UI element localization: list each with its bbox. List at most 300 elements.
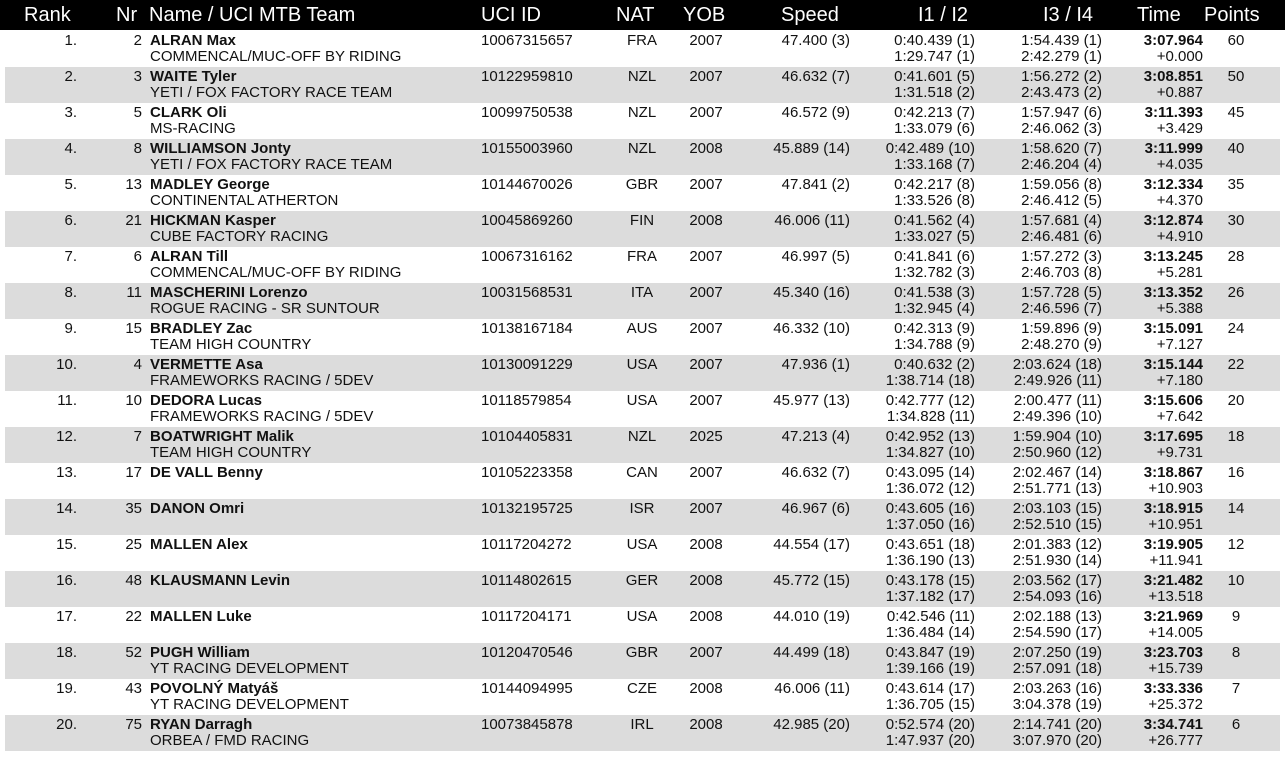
- split-i4: 2:54.093 (16): [1012, 588, 1102, 605]
- start-number: 10: [125, 392, 142, 409]
- split-i1: 0:42.952 (13): [885, 428, 975, 445]
- split-i3: 2:14.741 (20): [1012, 716, 1102, 733]
- start-number: 8: [133, 140, 142, 157]
- speed-trap: 46.997 (5): [781, 248, 850, 265]
- year-of-birth: 2008: [689, 572, 723, 589]
- split-i3: 2:01.383 (12): [1012, 536, 1102, 553]
- rider-name: POVOLNÝ Matyáš: [150, 680, 279, 697]
- table-row: [5, 607, 1280, 643]
- finish-time: 3:15.144: [1143, 356, 1203, 373]
- split-i4: 2:49.396 (10): [1012, 408, 1102, 425]
- points: 10: [1227, 572, 1245, 589]
- finish-time: 3:18.867: [1143, 464, 1203, 481]
- nationality: USA: [626, 608, 658, 625]
- start-number: 13: [125, 176, 142, 193]
- nationality: AUS: [626, 320, 658, 337]
- split-i1: 0:42.777 (12): [885, 392, 975, 409]
- nationality: ITA: [630, 284, 654, 301]
- table-row: [5, 175, 1280, 211]
- rider-rank: 20.: [56, 716, 77, 733]
- time-gap: +5.388: [1156, 300, 1203, 317]
- split-i2: 1:29.747 (1): [894, 48, 975, 65]
- team-name: ORBEA / FMD RACING: [150, 732, 310, 749]
- uci-id: 10144094995: [481, 680, 573, 697]
- nationality: GER: [625, 572, 659, 589]
- speed-trap: 46.572 (9): [781, 104, 850, 121]
- split-i2: 1:36.705 (15): [885, 696, 975, 713]
- start-number: 52: [125, 644, 142, 661]
- split-i1: 0:43.605 (16): [885, 500, 975, 517]
- split-i2: 1:34.827 (10): [885, 444, 975, 461]
- rider-name: KLAUSMANN Levin: [150, 572, 291, 589]
- uci-id: 10104405831: [481, 428, 573, 445]
- rider-rank: 12.: [56, 428, 77, 445]
- rider-name: PUGH William: [150, 644, 250, 661]
- table-row: [5, 283, 1280, 319]
- split-i3: 2:03.263 (16): [1012, 680, 1102, 697]
- split-i1: 0:42.217 (8): [894, 176, 975, 193]
- points: 24: [1227, 320, 1245, 337]
- split-i4: 2:50.960 (12): [1012, 444, 1102, 461]
- split-i2: 1:33.526 (8): [894, 192, 975, 209]
- nationality: NZL: [627, 68, 657, 85]
- uci-id: 10120470546: [481, 644, 573, 661]
- split-i4: 2:49.926 (11): [1013, 372, 1102, 389]
- finish-time: 3:08.851: [1143, 68, 1203, 85]
- speed-trap: 45.340 (16): [773, 284, 850, 301]
- team-name: CUBE FACTORY RACING: [150, 228, 329, 245]
- points: 8: [1231, 644, 1241, 661]
- table-row: [5, 31, 1280, 67]
- speed-trap: 42.985 (20): [773, 716, 850, 733]
- finish-time: 3:23.703: [1143, 644, 1203, 661]
- time-gap: +9.731: [1156, 444, 1203, 461]
- team-name: TEAM HIGH COUNTRY: [150, 444, 312, 461]
- split-i4: 2:46.481 (6): [1021, 228, 1102, 245]
- split-i3: 1:56.272 (2): [1021, 68, 1102, 85]
- header-name-team: Name / UCI MTB Team: [149, 4, 356, 26]
- uci-id: 10105223358: [481, 464, 573, 481]
- split-i4: 2:52.510 (15): [1012, 516, 1102, 533]
- uci-id: 10118579854: [481, 392, 572, 409]
- rider-rank: 5.: [64, 176, 77, 193]
- start-number: 48: [125, 572, 142, 589]
- start-number: 2: [133, 32, 142, 49]
- team-name: ROGUE RACING - SR SUNTOUR: [150, 300, 380, 317]
- finish-time: 3:17.695: [1143, 428, 1203, 445]
- speed-trap: 46.967 (6): [781, 500, 850, 517]
- header-yob: YOB: [683, 4, 726, 26]
- split-i2: 1:37.182 (17): [885, 588, 975, 605]
- table-row: [5, 355, 1280, 391]
- finish-time: 3:11.999: [1144, 140, 1203, 157]
- table-row: [5, 67, 1280, 103]
- split-i4: 3:07.970 (20): [1012, 732, 1102, 749]
- split-i3: 2:03.562 (17): [1012, 572, 1102, 589]
- points: 40: [1227, 140, 1245, 157]
- nationality: USA: [626, 392, 658, 409]
- time-gap: +4.035: [1156, 156, 1203, 173]
- start-number: 22: [125, 608, 142, 625]
- uci-id: 10045869260: [481, 212, 573, 229]
- points: 45: [1227, 104, 1245, 121]
- split-i4: 2:46.596 (7): [1021, 300, 1102, 317]
- year-of-birth: 2007: [689, 320, 723, 337]
- points: 60: [1227, 32, 1245, 49]
- team-name: CONTINENTAL ATHERTON: [150, 192, 339, 209]
- uci-id: 10073845878: [481, 716, 573, 733]
- rider-name: WILLIAMSON Jonty: [150, 140, 291, 157]
- speed-trap: 45.772 (15): [773, 572, 850, 589]
- split-i4: 2:57.091 (18): [1012, 660, 1102, 677]
- team-name: MS-RACING: [150, 120, 236, 137]
- uci-id: 10099750538: [481, 104, 573, 121]
- split-i4: 3:04.378 (19): [1012, 696, 1102, 713]
- split-i2: 1:38.714 (18): [885, 372, 975, 389]
- rider-rank: 18.: [56, 644, 77, 661]
- uci-id: 10132195725: [481, 500, 573, 517]
- header-i3-i4: I3 / I4: [1043, 4, 1094, 26]
- speed-trap: 44.499 (18): [773, 644, 850, 661]
- nationality: GBR: [625, 644, 659, 661]
- time-gap: +14.005: [1148, 624, 1203, 641]
- nationality: FRA: [627, 32, 657, 49]
- table-row: [5, 319, 1280, 355]
- finish-time: 3:12.874: [1143, 212, 1203, 229]
- split-i2: 1:34.788 (9): [894, 336, 975, 353]
- rider-rank: 6.: [64, 212, 77, 229]
- time-gap: +15.739: [1148, 660, 1203, 677]
- rider-rank: 2.: [64, 68, 77, 85]
- team-name: YETI / FOX FACTORY RACE TEAM: [150, 84, 393, 101]
- points: 30: [1227, 212, 1245, 229]
- year-of-birth: 2007: [689, 32, 723, 49]
- header-nat: NAT: [616, 4, 655, 26]
- finish-time: 3:07.964: [1143, 32, 1203, 49]
- rider-rank: 14.: [56, 500, 77, 517]
- uci-id: 10122959810: [481, 68, 573, 85]
- team-name: COMMENCAL/MUC-OFF BY RIDING: [150, 264, 402, 281]
- rider-rank: 15.: [56, 536, 77, 553]
- split-i3: 2:03.103 (15): [1012, 500, 1102, 517]
- finish-time: 3:11.393: [1144, 104, 1203, 121]
- split-i4: 2:46.062 (3): [1021, 120, 1102, 137]
- year-of-birth: 2008: [689, 140, 723, 157]
- rider-name: MALLEN Alex: [150, 536, 248, 553]
- finish-time: 3:18.915: [1143, 500, 1203, 517]
- nationality: FRA: [627, 248, 657, 265]
- split-i4: 2:43.473 (2): [1021, 84, 1102, 101]
- rider-name: ALRAN Max: [150, 32, 236, 49]
- speed-trap: 47.400 (3): [781, 32, 850, 49]
- time-gap: +25.372: [1148, 696, 1203, 713]
- split-i4: 2:46.204 (4): [1021, 156, 1102, 173]
- header-rank: Rank: [24, 4, 71, 26]
- start-number: 6: [133, 248, 142, 265]
- points: 18: [1227, 428, 1245, 445]
- nationality: GBR: [625, 176, 659, 193]
- split-i3: 1:57.272 (3): [1021, 248, 1102, 265]
- rider-rank: 13.: [56, 464, 77, 481]
- finish-time: 3:13.352: [1143, 284, 1203, 301]
- rider-rank: 11.: [57, 392, 77, 409]
- time-gap: +0.000: [1156, 48, 1203, 65]
- table-row: [5, 463, 1280, 499]
- year-of-birth: 2007: [689, 464, 723, 481]
- finish-time: 3:21.482: [1143, 572, 1203, 589]
- split-i1: 0:41.601 (5): [894, 68, 975, 85]
- year-of-birth: 2007: [689, 356, 723, 373]
- split-i1: 0:40.439 (1): [894, 32, 975, 49]
- points: 6: [1231, 716, 1241, 733]
- split-i1: 0:43.178 (15): [885, 572, 975, 589]
- nationality: IRL: [630, 716, 654, 733]
- rider-rank: 10.: [56, 356, 77, 373]
- uci-id: 10067316162: [481, 248, 573, 265]
- table-row: [5, 139, 1280, 175]
- start-number: 3: [133, 68, 142, 85]
- speed-trap: 46.632 (7): [781, 68, 850, 85]
- points: 28: [1227, 248, 1245, 265]
- rider-name: DEDORA Lucas: [150, 392, 262, 409]
- points: 35: [1227, 176, 1245, 193]
- table-row: [5, 247, 1280, 283]
- time-gap: +4.370: [1156, 192, 1203, 209]
- points: 7: [1231, 680, 1241, 697]
- start-number: 17: [125, 464, 142, 481]
- year-of-birth: 2007: [689, 500, 723, 517]
- split-i1: 0:43.614 (17): [885, 680, 975, 697]
- table-row: [5, 391, 1280, 427]
- split-i2: 1:37.050 (16): [885, 516, 975, 533]
- table-row: [5, 715, 1280, 751]
- table-row: [5, 499, 1280, 535]
- points: 20: [1227, 392, 1245, 409]
- split-i4: 2:51.930 (14): [1012, 552, 1102, 569]
- split-i1: 0:42.489 (10): [885, 140, 975, 157]
- uci-id: 10138167184: [481, 320, 573, 337]
- finish-time: 3:15.091: [1143, 320, 1203, 337]
- uci-id: 10031568531: [481, 284, 573, 301]
- split-i3: 1:57.681 (4): [1021, 212, 1102, 229]
- time-gap: +10.951: [1148, 516, 1203, 533]
- speed-trap: 47.936 (1): [781, 356, 850, 373]
- split-i1: 0:52.574 (20): [885, 716, 975, 733]
- table-row: [5, 679, 1280, 715]
- split-i1: 0:40.632 (2): [894, 356, 975, 373]
- table-row: [5, 571, 1280, 607]
- split-i4: 2:54.590 (17): [1012, 624, 1102, 641]
- start-number: 43: [125, 680, 142, 697]
- split-i3: 2:03.624 (18): [1012, 356, 1102, 373]
- start-number: 21: [125, 212, 142, 229]
- time-gap: +11.941: [1149, 552, 1203, 569]
- split-i1: 0:43.847 (19): [885, 644, 975, 661]
- points: 26: [1227, 284, 1245, 301]
- rider-name: VERMETTE Asa: [150, 356, 263, 373]
- split-i2: 1:36.072 (12): [885, 480, 975, 497]
- speed-trap: 46.632 (7): [781, 464, 850, 481]
- split-i4: 2:46.703 (8): [1021, 264, 1102, 281]
- start-number: 15: [125, 320, 142, 337]
- split-i4: 2:48.270 (9): [1021, 336, 1102, 353]
- time-gap: +10.903: [1148, 480, 1203, 497]
- year-of-birth: 2007: [689, 284, 723, 301]
- split-i3: 2:02.467 (14): [1012, 464, 1102, 481]
- year-of-birth: 2008: [689, 680, 723, 697]
- split-i2: 1:39.166 (19): [885, 660, 975, 677]
- start-number: 4: [133, 356, 142, 373]
- finish-time: 3:15.606: [1143, 392, 1203, 409]
- team-name: FRAMEWORKS RACING / 5DEV: [150, 372, 374, 389]
- team-name: TEAM HIGH COUNTRY: [150, 336, 312, 353]
- start-number: 75: [125, 716, 142, 733]
- split-i3: 1:59.904 (10): [1012, 428, 1102, 445]
- rider-name: MADLEY George: [150, 176, 270, 193]
- header-time: Time: [1137, 4, 1181, 26]
- split-i3: 1:57.728 (5): [1021, 284, 1102, 301]
- split-i3: 1:59.056 (8): [1021, 176, 1102, 193]
- uci-id: 10130091229: [481, 356, 573, 373]
- points: 22: [1227, 356, 1245, 373]
- points: 16: [1227, 464, 1245, 481]
- start-number: 25: [125, 536, 142, 553]
- rider-name: RYAN Darragh: [150, 716, 253, 733]
- speed-trap: 46.332 (10): [773, 320, 850, 337]
- rider-rank: 16.: [56, 572, 77, 589]
- split-i2: 1:34.828 (11): [886, 408, 975, 425]
- rider-name: CLARK Oli: [150, 104, 227, 121]
- speed-trap: 44.554 (17): [773, 536, 850, 553]
- split-i1: 0:42.313 (9): [894, 320, 975, 337]
- year-of-birth: 2007: [689, 68, 723, 85]
- rider-name: WAITE Tyler: [150, 68, 237, 85]
- start-number: 35: [125, 500, 142, 517]
- start-number: 5: [133, 104, 142, 121]
- split-i2: 1:47.937 (20): [885, 732, 975, 749]
- finish-time: 3:12.334: [1143, 176, 1203, 193]
- speed-trap: 46.006 (11): [774, 680, 850, 697]
- year-of-birth: 2025: [689, 428, 723, 445]
- team-name: YETI / FOX FACTORY RACE TEAM: [150, 156, 393, 173]
- split-i3: 1:58.620 (7): [1021, 140, 1102, 157]
- rider-rank: 19.: [56, 680, 77, 697]
- split-i2: 1:32.782 (3): [894, 264, 975, 281]
- points: 50: [1227, 68, 1245, 85]
- split-i3: 1:57.947 (6): [1021, 104, 1102, 121]
- nationality: CAN: [626, 464, 658, 481]
- header-points: Points: [1204, 4, 1260, 26]
- start-number: 11: [126, 284, 142, 301]
- rider-rank: 8.: [64, 284, 77, 301]
- time-gap: +7.127: [1156, 336, 1203, 353]
- year-of-birth: 2007: [689, 104, 723, 121]
- time-gap: +26.777: [1148, 732, 1203, 749]
- year-of-birth: 2007: [689, 392, 723, 409]
- split-i2: 1:33.079 (6): [894, 120, 975, 137]
- split-i2: 1:32.945 (4): [894, 300, 975, 317]
- year-of-birth: 2007: [689, 644, 723, 661]
- points: 12: [1227, 536, 1245, 553]
- team-name: YT RACING DEVELOPMENT: [150, 696, 349, 713]
- uci-id: 10114802615: [481, 572, 572, 589]
- split-i1: 0:41.841 (6): [894, 248, 975, 265]
- time-gap: +4.910: [1156, 228, 1203, 245]
- team-name: FRAMEWORKS RACING / 5DEV: [150, 408, 374, 425]
- table-row: [5, 535, 1280, 571]
- split-i2: 1:36.190 (13): [885, 552, 975, 569]
- rider-rank: 7.: [64, 248, 77, 265]
- rider-rank: 1.: [64, 32, 77, 49]
- points: 9: [1231, 608, 1241, 625]
- split-i4: 2:46.412 (5): [1021, 192, 1102, 209]
- finish-time: 3:33.336: [1143, 680, 1203, 697]
- speed-trap: 44.010 (19): [773, 608, 850, 625]
- table-row: [5, 211, 1280, 247]
- year-of-birth: 2008: [689, 608, 723, 625]
- split-i1: 0:42.213 (7): [894, 104, 975, 121]
- speed-trap: 46.006 (11): [774, 212, 850, 229]
- year-of-birth: 2008: [689, 212, 723, 229]
- points: 14: [1227, 500, 1245, 517]
- nationality: NZL: [627, 140, 657, 157]
- split-i2: 1:33.168 (7): [894, 156, 975, 173]
- year-of-birth: 2007: [689, 176, 723, 193]
- speed-trap: 47.841 (2): [781, 176, 850, 193]
- split-i2: 1:31.518 (2): [894, 84, 975, 101]
- speed-trap: 45.889 (14): [773, 140, 850, 157]
- table-row: [5, 103, 1280, 139]
- header-nr: Nr: [116, 4, 138, 26]
- split-i2: 1:36.484 (14): [885, 624, 975, 641]
- uci-id: 10144670026: [481, 176, 573, 193]
- uci-id: 10067315657: [481, 32, 573, 49]
- split-i1: 0:43.095 (14): [885, 464, 975, 481]
- speed-trap: 45.977 (13): [773, 392, 850, 409]
- header-i1-i2: I1 / I2: [918, 4, 969, 26]
- finish-time: 3:19.905: [1143, 536, 1203, 553]
- table-header: [0, 0, 1285, 30]
- uci-id: 10117204272: [481, 536, 572, 553]
- nationality: CZE: [627, 680, 657, 697]
- header-speed: Speed: [781, 4, 839, 26]
- team-name: COMMENCAL/MUC-OFF BY RIDING: [150, 48, 402, 65]
- speed-trap: 47.213 (4): [781, 428, 850, 445]
- rider-name: MASCHERINI Lorenzo: [150, 284, 308, 301]
- finish-time: 3:34.741: [1143, 716, 1203, 733]
- split-i1: 0:41.538 (3): [894, 284, 975, 301]
- nationality: USA: [626, 356, 658, 373]
- time-gap: +7.180: [1156, 372, 1203, 389]
- split-i1: 0:43.651 (18): [885, 536, 975, 553]
- rider-name: BOATWRIGHT Malik: [150, 428, 294, 445]
- finish-time: 3:13.245: [1143, 248, 1203, 265]
- rider-name: DANON Omri: [150, 500, 245, 517]
- rider-rank: 4.: [64, 140, 77, 157]
- rider-name: HICKMAN Kasper: [150, 212, 276, 229]
- year-of-birth: 2008: [689, 536, 723, 553]
- time-gap: +3.429: [1156, 120, 1203, 137]
- start-number: 7: [133, 428, 142, 445]
- year-of-birth: 2007: [689, 248, 723, 265]
- nationality: ISR: [629, 500, 655, 517]
- nationality: USA: [626, 536, 658, 553]
- rider-name: MALLEN Luke: [150, 608, 252, 625]
- rider-rank: 9.: [64, 320, 77, 337]
- split-i3: 1:59.896 (9): [1021, 320, 1102, 337]
- nationality: NZL: [627, 104, 657, 121]
- time-gap: +7.642: [1156, 408, 1203, 425]
